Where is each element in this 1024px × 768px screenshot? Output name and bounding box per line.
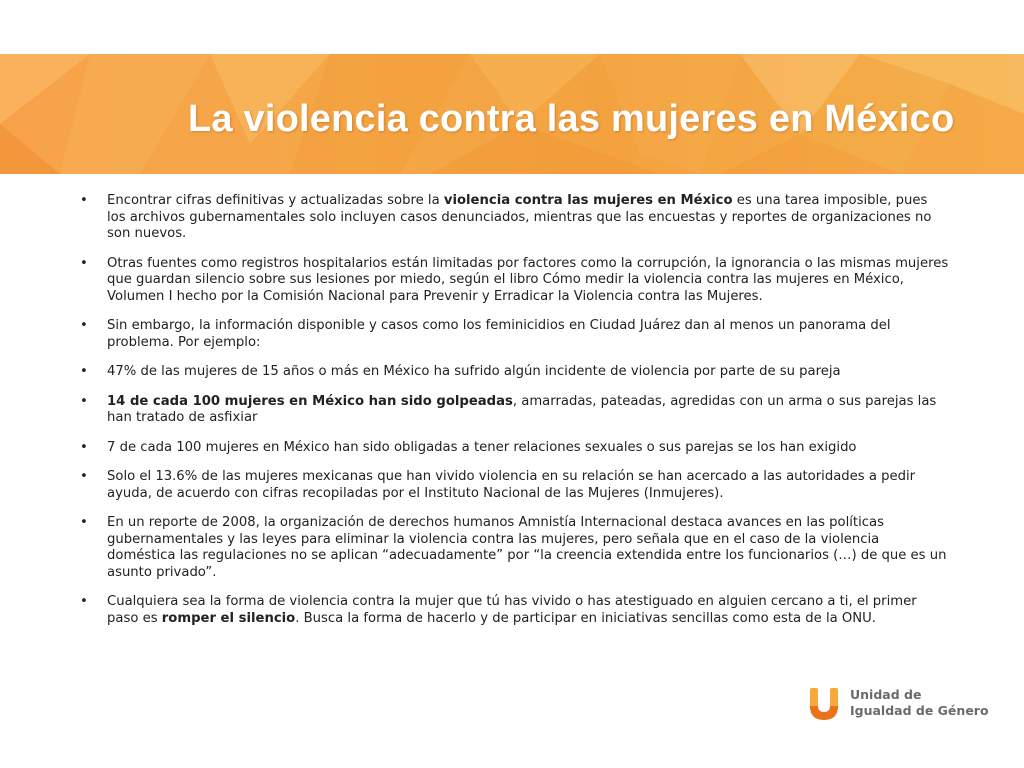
bullet-text: Solo el 13.6% de las mujeres mexicanas que han vivido violencia en su relación se han acercado a las autoridades a pedir ayuda, de acuerdo con cifras recopiladas por el Instituto Nacional de las Mujeres (Inmujeres). (107, 469, 916, 501)
logo-text-line2: Igualdad de Género (850, 703, 989, 718)
bullet-item-1 (79, 193, 949, 243)
bullet-item-8 (79, 515, 949, 581)
bullet-text: es una tarea imposible, pues los archivos gubernamentales solo incluyen casos denunciados, mientras que las encuestas y reportes de organizaciones no son nuevos. (107, 193, 932, 241)
bullet-item-3 (79, 318, 949, 351)
bullet-text: 47% de las mujeres de 15 años o más en México ha sufrido algún incidente de violencia por parte de su pareja (107, 364, 841, 379)
unidad-genero-logo-icon (808, 686, 844, 722)
bullet-item-9 (79, 594, 949, 627)
title-banner (0, 54, 1024, 174)
bullet-bold-text: violencia contra las mujeres en México (443, 193, 733, 208)
bullet-item-6 (79, 440, 949, 457)
bullet-text: Cualquiera sea la forma de violencia contra la mujer que tú has vivido o has atestiguado en alguien cercano a ti, el primer paso es (107, 594, 917, 626)
bullet-bold-text: romper el silencio (161, 610, 296, 626)
bullet-text: Sin embargo, la información disponible y casos como los feminicidios en Ciudad Juárez dan al menos un panorama del problema. Por ejemplo: (107, 318, 891, 350)
bullet-text: 7 de cada 100 mujeres en México han sido obligadas a tener relaciones sexuales o sus parejas se los han exigido (107, 439, 857, 455)
bullet-item-5 (79, 394, 949, 427)
bullet-text: . Busca la forma de hacerlo y de participar en iniciativas sencillas como esta de la ONU. (295, 610, 876, 626)
bullet-text: Encontrar cifras definitivas y actualizadas sobre la (107, 193, 444, 208)
logo-text-line1: Unidad de (850, 687, 922, 702)
unidad-genero-logo (808, 686, 988, 722)
bullet-text: Otras fuentes como registros hospitalarios están limitadas por factores como la corrupción, la ignorancia o las mismas mujeres que guardan silencio sobre sus lesiones por miedo, según el libro Cómo medir la violencia contra las mujeres en México, Volumen I hecho por la Comisión Nacional para Prevenir y Erradicar la Violencia contra las Mujeres. (107, 255, 949, 304)
bullet-bold-text: 14 de cada 100 mujeres en México han sido golpeadas (107, 393, 513, 409)
bullet-text: , amarradas, pateadas, agredidas con un arma o sus parejas las han tratado de asfixiar (107, 393, 937, 425)
page-title: La violencia contra las mujeres en México (188, 98, 955, 140)
bullet-item-7 (79, 469, 949, 502)
bullet-list (79, 193, 949, 640)
bullet-text: En un reporte de 2008, la organización de derechos humanos Amnistía Internacional destaca avances en las políticas gubernamentales y las leyes para eliminar la violencia contra las mujeres, pero señala que en el caso de la violencia doméstica las regulaciones no se aplican “adecuadamente” por “la creencia extendida entre los funcionarios (…) de que es un asunto privado”. (107, 515, 947, 580)
bullet-item-2 (79, 256, 949, 306)
bullet-item-4 (79, 364, 949, 381)
